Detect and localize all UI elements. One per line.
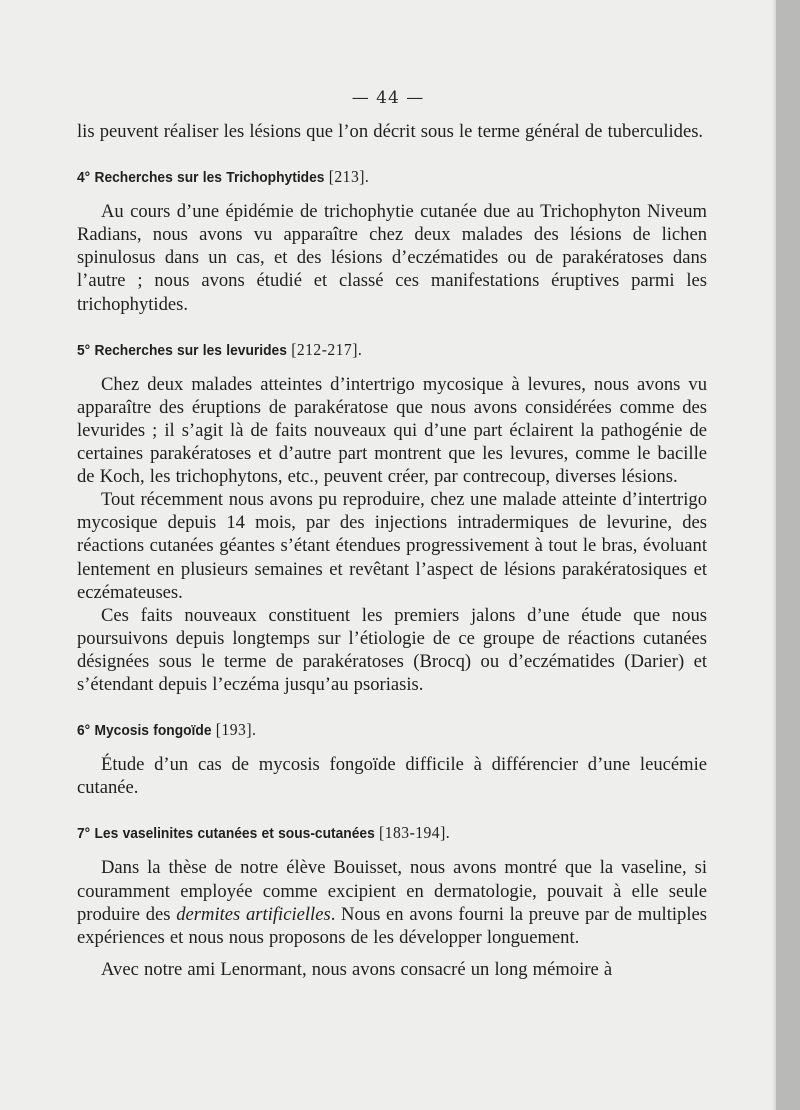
section-title: Les vaselinites cutanées et sous-cutanées — [94, 825, 375, 843]
section-number: 4° — [77, 169, 91, 187]
paragraph: Chez deux malades atteintes d’intertrigo mycosique à levures, nous avons vu apparaître des éruptions de parakératose que nous avons considérées comme des levurides ; il s’agit là de faits nouveaux qui d’une part éclairent la pathogénie de certaines parakératoses et d’autre part montrent que les levures, comme le bacille de Koch, les trichophytons, etc., peuvent créer, par contrecoup, diverses lésions. — [77, 373, 707, 488]
section-title: Recherches sur les Trichophytides — [94, 169, 325, 187]
section-title: Recherches sur les levurides — [94, 341, 287, 359]
section-number: 6° — [77, 722, 91, 740]
paragraph: Étude d’un cas de mycosis fongoïde difficile à différencier d’une leucémie cutanée. — [77, 754, 707, 799]
section-heading-mycosis — [77, 718, 707, 742]
section-title: Mycosis fongoïde — [94, 722, 212, 740]
paragraph — [77, 856, 707, 948]
italic-term: dermites artificielles — [176, 903, 331, 925]
section-number: 5° — [77, 341, 91, 359]
paragraph: Au cours d’une épidémie de trichophytie cutanée due au Trichophyton Niveum Radians, nous avons vu apparaître chez deux malades des lésions de lichen spinulosus dans un cas, et des lésions d’eczématides ou de parakératoses dans l’autre ; nous avons étudié et classé ces manifestations éruptives parmi les trichophytides. — [77, 201, 707, 315]
section-number: 7° — [77, 825, 91, 843]
section-reference: [183-194]. — [379, 823, 451, 843]
paragraph-text: . Nous en avons fourni la preuve par de multiples expériences et nous nous proposons de les développer longuement. — [77, 903, 707, 948]
page-number: — 44 — — [351, 88, 425, 108]
section-heading-vaselinites — [77, 821, 707, 845]
section-heading-levurides — [77, 338, 707, 362]
paragraph-text: Dans la thèse de notre élève Bouisset, nous avons montré que la vaseline, si couramment employée comme excipient en dermatologie, pouvait à elle seule produire des — [77, 857, 707, 925]
section-reference: [193]. — [215, 720, 257, 740]
paragraph: Tout récemment nous avons pu reproduire, chez une malade atteinte d’intertrigo mycosique depuis 14 mois, par des injections intradermiques de levurine, des réactions cutanées géantes s’étant étendues progressivement à tout le bras, évoluant lentement en plusieurs semaines et revêtant l’aspect de lésions parakératosiques et eczémateuses. — [77, 489, 707, 603]
paragraph: Avec notre ami Lenormant, nous avons consacré un long mémoire à — [101, 958, 613, 980]
section-reference: [212-217]. — [291, 339, 363, 359]
section-reference: [213]. — [328, 167, 370, 187]
paragraph: Ces faits nouveaux constituent les premiers jalons d’une étude que nous poursuivons depuis longtemps sur l’étiologie de ce groupe de réactions cutanées désignées sous le terme de parakératoses (Brocq) ou d’eczématides (Darier) et s’étendant depuis l’eczéma jusqu’au psoriasis. — [77, 604, 707, 695]
section-heading-trichophytides — [77, 165, 707, 189]
page-body — [77, 120, 707, 981]
intro-paragraph: lis peuvent réaliser les lésions que l’on décrit sous le terme général de tuberculides. — [77, 121, 704, 142]
